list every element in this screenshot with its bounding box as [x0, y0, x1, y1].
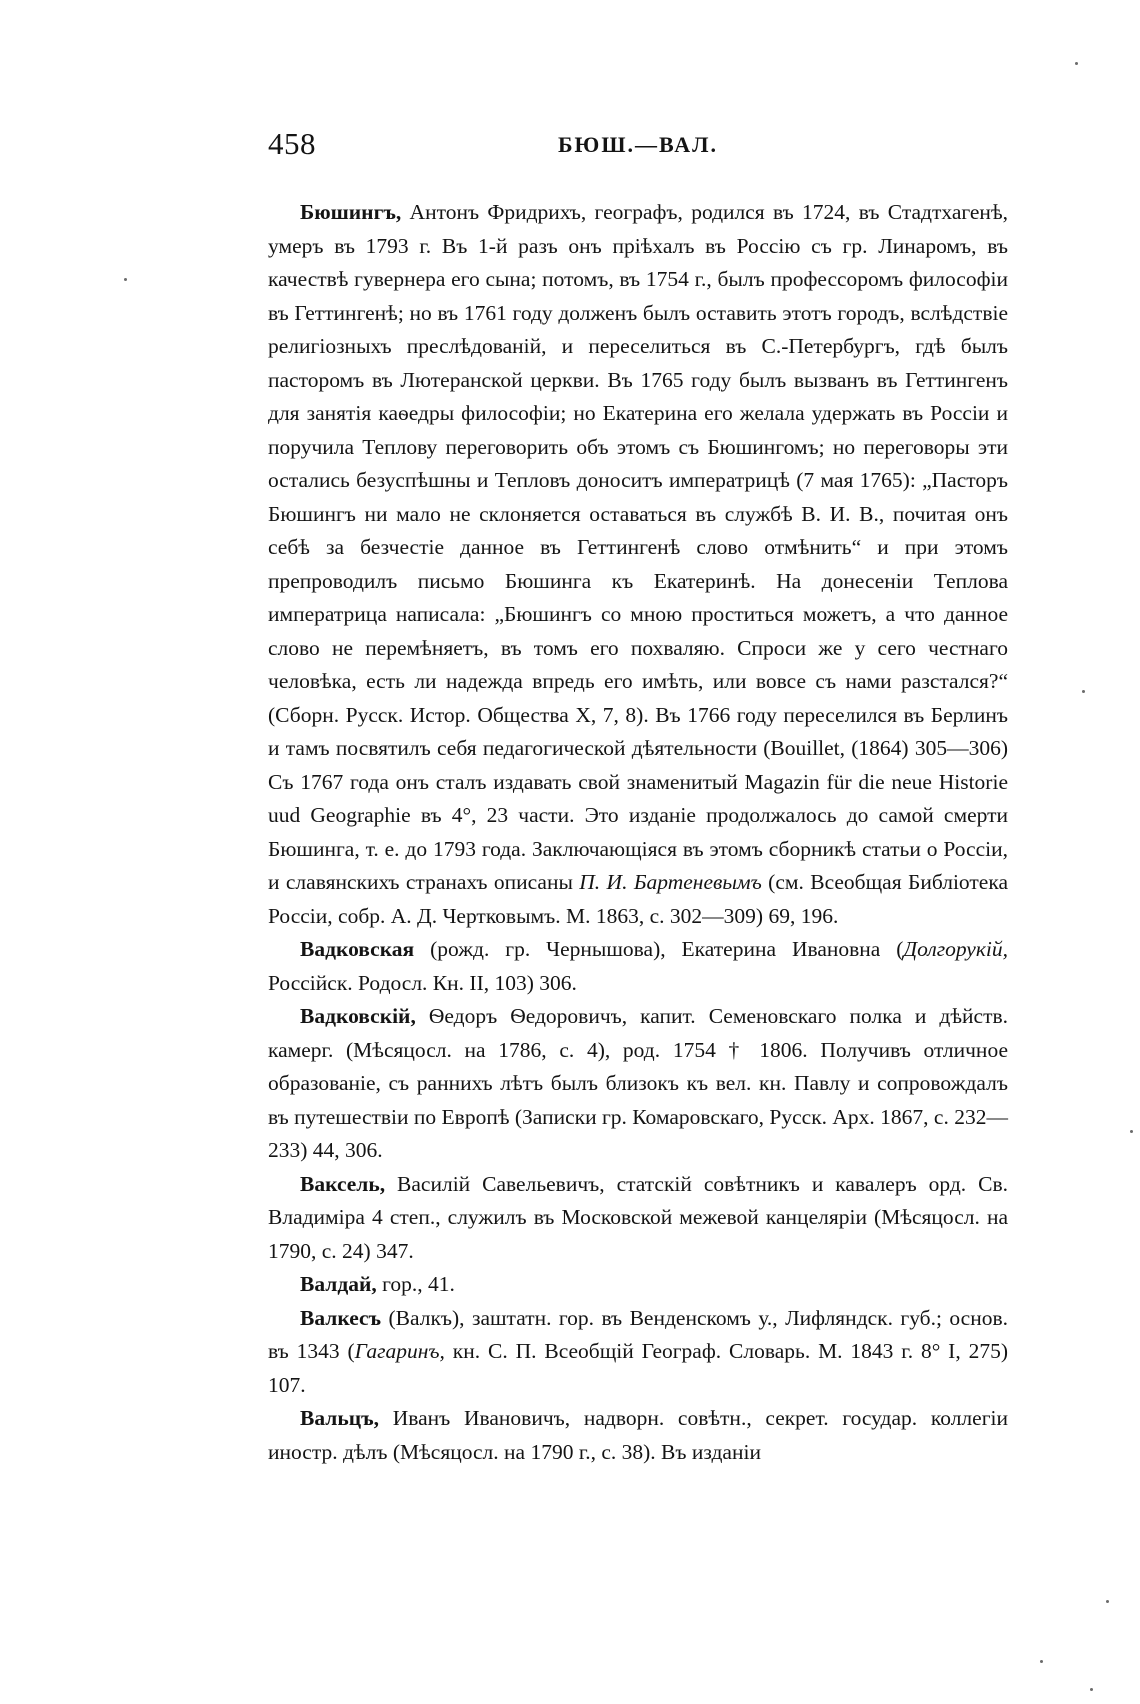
page-header: [268, 126, 1008, 166]
entry-text: Ѳедоръ Ѳедоровичъ, капит. Семеновскаго полка и дѣйств. камерг. (Мѣсяцосл. на 1786, с. 4), род. 1754 † 1806. Получивъ отличное образованіе, съ раннихъ лѣтъ былъ близокъ къ вел. кн. Павлу и сопровождалъ въ путешествіи по Европѣ (Записки гр. Комаровскаго, Русск. Арх. 1867, с. 232—233) 44, 306.: [268, 1004, 1008, 1162]
scan-speck: [1082, 690, 1085, 693]
entry-text: (Валкъ), заштатн. гор. въ Венденскомъ у., Лифляндск. губ.; основ. въ 1343 (: [268, 1305, 1008, 1363]
scan-speck: [1090, 1688, 1093, 1691]
entry-valdai: [268, 1268, 1008, 1302]
entry-vaksel: [268, 1168, 1008, 1269]
scan-speck: [1040, 1660, 1043, 1663]
index-entries: [268, 196, 1008, 1469]
entry-text: Антонъ Фридрихъ, географъ, родился въ 1724, въ Стадтхагенѣ, умеръ въ 1793 г. Въ 1-й разъ онъ пріѣхалъ въ Россію съ гр. Линаромъ, въ качествѣ гувернера его сына; потомъ, въ 1754 г., былъ профессоромъ философіи въ Геттингенѣ; но въ 1761 году долженъ былъ оставить этотъ городъ, вслѣдствіе религіозныхъ преслѣдованій, и переселиться въ С.-Петербургъ, гдѣ былъ пасторомъ въ Лютеранской церкви. Въ 1765 году былъ вызванъ въ Геттингенъ для занятія каѳедры философіи; но Екатерина его желала удержать въ Россіи и поручила Теплову переговорить объ этомъ съ Бюшингомъ; но переговоры эти остались безуспѣшны и Тепловъ доноситъ императрицѣ (7 мая 1765): „Пасторъ Бюшингъ ни мало не склоняется оставаться въ службѣ В. И. В., почитая онъ себѣ за безчестіе данное въ Геттингенѣ слово отмѣнить“ и при этомъ препроводилъ письмо Бюшинга къ Екатеринѣ. На донесеніи Теплова императрица написала: „Бюшингъ со мною проститься можетъ, а что данное слово не перемѣняетъ, въ томъ его похваляю. Спроси же у сего честнаго человѣка, есть ли надежда впредь его имѣть, или вовсе съ нами разстался?“ (Сборн. Русск. Истор. Общества X, 7, 8). Въ 1766 году переселился въ Берлинъ и тамъ посвятилъ себя педагогической дѣятельности (Bouillet, (1864) 305—306) Съ 1767 года онъ сталъ издавать свой знаменитый Magazin für die neue Historie uud Geographie въ 4°, 23 части. Это изданіе продолжалось до самой смерти Бюшинга, т. е. до 1793 года. Заключающіяся въ этомъ сборникѣ статьи о Россіи, и славянскихъ странахъ описаны: [268, 200, 1008, 894]
entry-text: Россійск. Родосл. Кн. II, 103) 306.: [268, 970, 577, 995]
entry-headword: Валдай,: [300, 1272, 377, 1296]
running-head: БЮШ.—ВАЛ.: [558, 132, 719, 157]
entry-text-italic: П. И. Бартеневымъ: [579, 870, 762, 894]
entry-text: кн. С. П. Всеобщій Географ. Словарь. М. 1843 г. 8° I, 275) 107.: [268, 1339, 1008, 1397]
entry-headword: Бюшингъ,: [300, 200, 402, 224]
entry-valts: [268, 1402, 1008, 1469]
entry-text-italic: Гагаринъ,: [354, 1339, 445, 1363]
entry-headword: Вальцъ,: [300, 1406, 380, 1430]
entry-vadkovsky: [268, 1000, 1008, 1168]
entry-headword: Вадковская: [300, 937, 415, 961]
entry-text: Иванъ Ивановичъ, надворн. совѣтн., секрет. государ. коллегіи иностр. дѣлъ (Мѣсяцосл. на 1790 г., с. 38). Въ изданіи: [268, 1406, 1008, 1464]
page-number: 458: [268, 126, 316, 161]
entry-text: (рожд. гр. Чернышова), Екатерина Ивановна (: [414, 937, 904, 961]
entry-headword: Ваксель,: [300, 1171, 386, 1196]
entry-headword: Вадковскій,: [300, 1004, 416, 1028]
entry-headword: Валкесъ: [300, 1305, 382, 1330]
entry-text: (см. Всеобщая Библіотека Россіи, собр. А. Д. Чертковымъ. М. 1863, с. 302—309) 69, 196.: [268, 870, 1008, 928]
scan-speck: [124, 278, 127, 281]
scan-speck: [1130, 1130, 1133, 1133]
entry-text: Василій Савельевичъ, статскій совѣтникъ и кавалеръ орд. Св. Владиміра 4 степ., служилъ въ Московской межевой канцеляріи (Мѣсяцосл. на 1790, с. 24) 347.: [268, 1171, 1008, 1263]
scan-speck: [1106, 1600, 1109, 1603]
entry-text-italic: Долгорукій,: [903, 937, 1008, 961]
entry-büsching: [268, 196, 1008, 933]
scan-speck: [1075, 62, 1078, 65]
entry-vadkovskaya: [268, 933, 1008, 1000]
entry-valkes: [268, 1302, 1008, 1403]
entry-text: гор., 41.: [376, 1272, 455, 1296]
